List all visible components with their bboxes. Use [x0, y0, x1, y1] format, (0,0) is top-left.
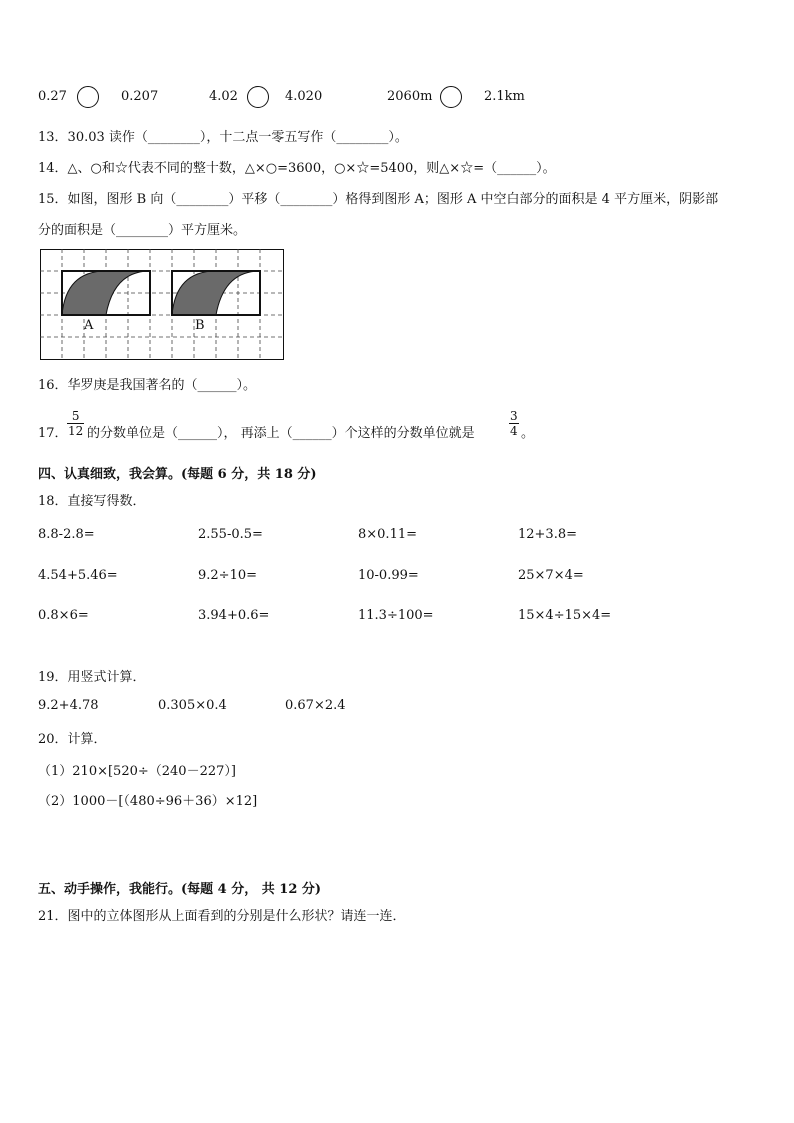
compare-circle-3[interactable] — [440, 86, 462, 108]
vertical-calc-item: 0.305×0.4 — [158, 698, 227, 713]
section-4-heading: 四、认真细致，我会算。(每题 6 分，共 18 分) — [38, 467, 317, 482]
fraction-1-denominator: 12 — [68, 424, 84, 438]
calc-item: 10-0.99= — [358, 568, 419, 583]
calc-item: 8.8-2.8= — [38, 527, 95, 542]
calc-item: 15×4÷15×4= — [518, 608, 612, 623]
fraction-1-numerator: 5 — [71, 409, 80, 423]
expression-item: （1）210×[520÷（240－227）] — [38, 764, 236, 779]
compare-right-1: 0.207 — [121, 89, 159, 104]
question-14: 14．△、○和☆代表不同的整十数，△×○=3600，○×☆=5400，则△×☆=（______）。 — [38, 161, 556, 176]
vertical-calc-item: 0.67×2.4 — [285, 698, 346, 713]
fraction-2-denominator: 4 — [510, 424, 518, 438]
fraction-3-4 — [509, 409, 519, 438]
compare-right-2: 4.020 — [285, 89, 323, 104]
calc-item: 8×0.11= — [358, 527, 418, 542]
question-17-prefix: 17． — [38, 426, 68, 441]
fraction-2-numerator: 3 — [510, 409, 518, 423]
question-20-title: 20．计算． — [38, 732, 107, 747]
calc-item: 3.94+0.6= — [198, 608, 270, 623]
question-17-suffix: 。 — [521, 426, 535, 441]
question-15-line-1: 15．如图，图形 B 向（________）平移（________）格得到图形 A；图形 A 中空白部分的面积是 4 平方厘米，阴影部 — [38, 192, 719, 207]
calc-item: 25×7×4= — [518, 568, 584, 583]
question-13: 13．30.03 读作（________），十二点一零五写作（________）。 — [38, 130, 408, 145]
question-21: 21．图中的立体图形从上面看到的分别是什么形状？请连一连． — [38, 909, 406, 924]
calc-item: 4.54+5.46= — [38, 568, 118, 583]
calc-item: 11.3÷100= — [358, 608, 434, 623]
question-19-title: 19．用竖式计算． — [38, 670, 146, 685]
expression-item: （2）1000－[（480÷96＋36）×12] — [38, 794, 258, 809]
compare-circle-1[interactable] — [77, 86, 99, 108]
calc-item: 9.2÷10= — [198, 568, 258, 583]
calc-item: 12+3.8= — [518, 527, 578, 542]
fraction-5-12 — [67, 409, 84, 438]
compare-left-3: 2060m — [387, 89, 433, 104]
grid-figure — [40, 249, 285, 361]
calc-item: 0.8×6= — [38, 608, 89, 623]
label-b: B — [195, 318, 205, 333]
compare-left-1: 0.27 — [38, 89, 67, 104]
calc-item: 2.55-0.5= — [198, 527, 263, 542]
shape-a-shaded — [62, 271, 150, 315]
section-5-heading: 五、动手操作，我能行。(每题 4 分， 共 12 分) — [38, 882, 322, 897]
question-17-text: 的分数单位是（______）， 再添上（______）个这样的分数单位就是 — [87, 426, 475, 441]
question-18-title: 18．直接写得数． — [38, 494, 146, 509]
compare-right-3: 2.1km — [484, 89, 525, 104]
question-16: 16．华罗庚是我国著名的（______）。 — [38, 378, 257, 393]
compare-left-2: 4.02 — [209, 89, 238, 104]
label-a: A — [84, 318, 94, 333]
question-15-line-2: 分的面积是（________）平方厘米。 — [38, 223, 247, 238]
vertical-calc-item: 9.2+4.78 — [38, 698, 99, 713]
compare-circle-2[interactable] — [247, 86, 269, 108]
